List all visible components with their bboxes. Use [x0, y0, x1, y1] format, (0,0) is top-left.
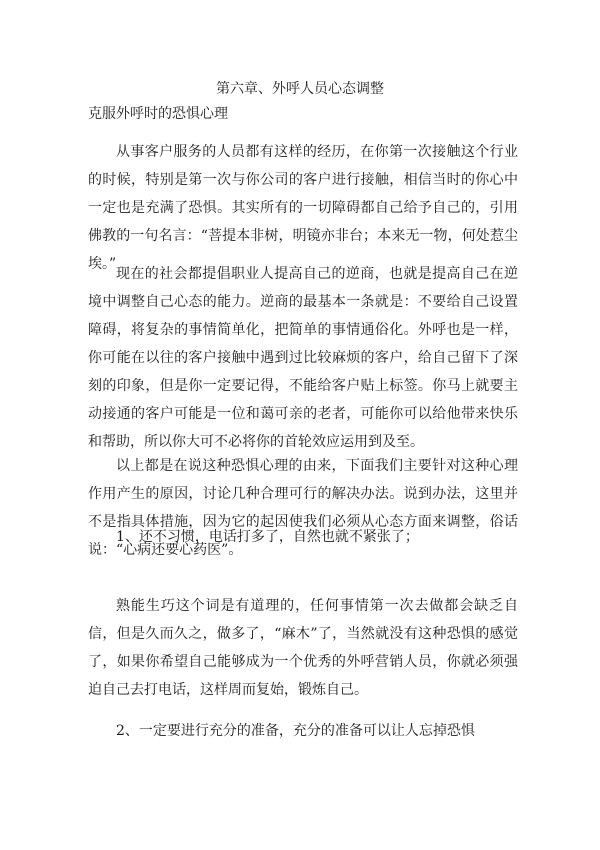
- paragraph-adversity-quotient: 现在的社会都提倡职业人提高自己的逆商，也就是提高自己在逆境中调整自己心态的能力。逆商的最基本一条就是：不要给自己设置障碍，将复杂的事情简单化，把简单的事情通俗化。外呼也是一样，你可能在以往的客户接触中遇到过比较麻烦的客户，给自己留下了深刻的印象，但是你一定要记得，不能给客户贴上标签。你马上就要主动接通的客户可能是一位和蔼可亲的老者，可能你可以给他带来快乐和帮助，所以你大可不必将你的首轮效应运用到及至。: [88, 266, 518, 450]
- chapter-title: 第六章、外呼人员心态调整: [216, 81, 384, 97]
- list-point-2: 2、一定要进行充分的准备，充分的准备可以让人忘掉恐惧: [116, 723, 475, 739]
- paragraph-practice: 熟能生巧这个词是有道理的，任何事情第一次去做都会缺乏自信，但是久而久之，做多了，“麻木”了，当然就没有这种恐惧的感觉了，如果你希望自己能够成为一个优秀的外呼营销人员，你就必须强迫自己去打电话，这样周而复始，锻炼自己。: [88, 598, 518, 698]
- section-title: 克服外呼时的恐惧心理: [88, 106, 228, 122]
- paragraph-fear-origin: 以上都是在说这种恐惧心理的由来，下面我们主要针对这种心理作用产生的原因，讨论几种合理可行的解决办法。说到办法，这里并不是指具体措施，因为它的起因使我们必须从心态方面来调整，俗话说：“心病还要心药医”。: [88, 458, 518, 558]
- list-point-1: 1、还不习惯，电话打多了，自然也就不紧张了；: [116, 529, 419, 545]
- paragraph-intro: 从事客户服务的人员都有这样的经历，在你第一次接触这个行业的时候，特别是第一次与你公司的客户进行接触，相信当时的你心中一定也是充满了恐惧。其实所有的一切障碍都自己给予自己的，引用佛教的一句名言：“菩提本非树，明镜亦非台；本来无一物，何处惹尘埃。”: [88, 144, 518, 272]
